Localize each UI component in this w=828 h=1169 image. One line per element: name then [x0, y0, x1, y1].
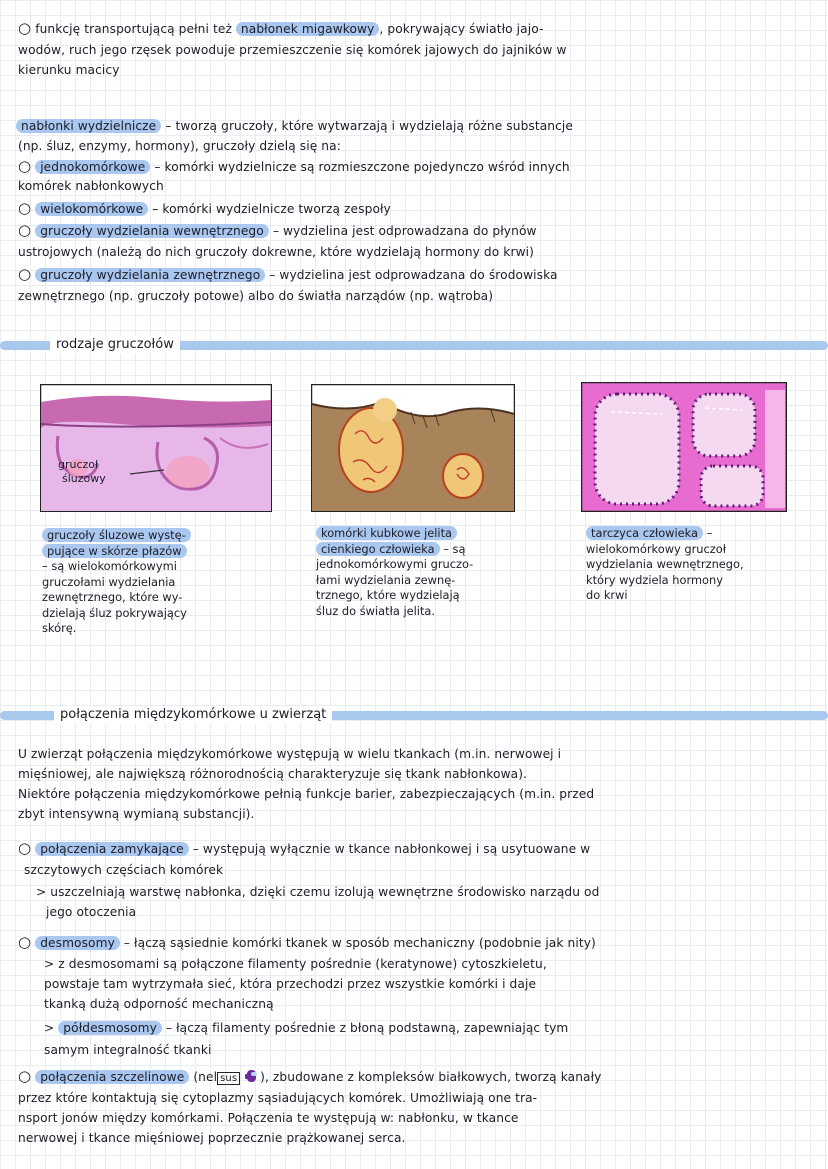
- highlight-hemidesmosomes: półdesmosomy: [58, 1021, 162, 1035]
- goblet-cells-figure: [311, 384, 515, 512]
- caption-highlight: gruczoły śluzowe wystę-: [42, 528, 191, 542]
- crewmate-icon: [244, 1068, 260, 1084]
- mucous-gland-figure: [40, 384, 272, 512]
- highlight-unicellular: jednokomórkowe: [35, 160, 150, 174]
- fig1-label-line-1: gruczoł: [58, 458, 99, 471]
- highlight-multicellular: wielokomórkowe: [35, 202, 148, 216]
- tight-junction-line-3: > uszczelniają warstwę nabłonka, dzięki czemu izolują wewnętrzne środowisko narządu od: [36, 885, 600, 899]
- highlight-tight-junctions: połączenia zamykające: [35, 842, 189, 856]
- bullet-icon: ○: [18, 839, 32, 857]
- bullet-icon: ○: [18, 1067, 32, 1085]
- tight-junction-line-2: szczytowych częściach komórek: [24, 863, 224, 877]
- caption-goblet-cells: komórki kubkowe jelita cienkiego człowieka – są jednokomórkowymi gruczo- łami wydzielania zewnę- trznego, które wydzielają śluz do światła jelita.: [316, 526, 474, 618]
- glands-heading: rodzaje gruczołów: [50, 336, 180, 354]
- gap-junction-line-4: nerwowej i tkance mięśniowej poprzecznie prążkowanej serca.: [18, 1131, 406, 1145]
- junctions-para-1: U zwierząt połączenia międzykomórkowe występują w wielu tkankach (m.in. nerwowej i: [18, 747, 562, 761]
- secretory-line-6: ○ gruczoły wydzielania wewnętrznego – wydzielina jest odprowadzana do płynów: [18, 221, 537, 239]
- highlight-endocrine: gruczoły wydzielania wewnętrznego: [35, 224, 269, 238]
- highlight-exocrine: gruczoły wydzielania zewnętrznego: [35, 268, 265, 282]
- secretory-line-8: ○ gruczoły wydzielania zewnętrznego – wydzielina jest odprowadzana do środowiska: [18, 265, 558, 283]
- bullet-icon: ○: [18, 933, 32, 951]
- intro-line-2: wodów, ruch jego rzęsek powoduje przemieszczenie się komórek jajowych do jajników w: [18, 43, 567, 57]
- tight-junction-line-4: jego otoczenia: [46, 905, 137, 919]
- bullet-icon: ○: [18, 19, 32, 37]
- caption-highlight: tarczyca człowieka: [586, 526, 703, 540]
- intro-line-1: ○ funkcję transportującą pełni też nabłonek migawkowy , pokrywający światło jajo-: [18, 19, 544, 37]
- fig1-label-line-2: śluzowy: [62, 472, 106, 485]
- intro-line-3: kierunku macicy: [18, 63, 120, 77]
- highlight-ciliated-epithelium: nabłonek migawkowy: [236, 22, 380, 36]
- junctions-para-2: mięśniowej, ale największą różnorodnością charakteryzuje się tkank nabłonkowa).: [18, 767, 528, 781]
- gap-junction-line-1: ○ połączenia szczelinowe (nel sus ), zbudowane z kompleksów białkowych, tworzą kanały: [18, 1067, 602, 1085]
- secretory-line-4: komórek nabłonkowych: [18, 179, 164, 193]
- thyroid-figure: [581, 382, 787, 512]
- secretory-line-2: (np. śluz, enzymy, hormony), gruczoły dzielą się na:: [18, 139, 341, 153]
- junctions-para-3: Niektóre połączenia międzykomórkowe pełnią funkcje barier, zabezpieczających (m.in. przed: [18, 787, 595, 801]
- highlight-gap-junctions: połączenia szczelinowe: [35, 1070, 189, 1084]
- bullet-icon: ○: [18, 199, 32, 217]
- sus-box: sus: [217, 1072, 240, 1085]
- junctions-para-4: zbyt intensywną wymianą substancji).: [18, 807, 255, 821]
- secretory-line-9: zewnętrznego (np. gruczoły potowe) albo do światła narządów (np. wątroba): [18, 289, 494, 303]
- highlight-desmosomes: desmosomy: [35, 936, 120, 950]
- bullet-icon: ○: [18, 221, 32, 239]
- caption-thyroid: tarczyca człowieka – wielokomórkowy gruczoł wydzielania wewnętrznego, który wydziela hormony do krwi: [586, 526, 744, 602]
- hemidesmosome-line-2: samym integralność tkanki: [44, 1043, 212, 1057]
- caption-highlight: pujące w skórze płazów: [42, 544, 187, 558]
- secretory-line-1: nabłonki wydzielnicze – tworzą gruczoły, które wytwarzają i wydzielają różne substancje: [16, 118, 573, 134]
- tight-junction-line-1: ○ połączenia zamykające – występują wyłącznie w tkance nabłonkowej i są usytuowane w: [18, 839, 591, 857]
- caption-mucous-glands: gruczoły śluzowe wystę- pujące w skórze płazów – są wielokomórkowymi gruczołami wydzielania zewnętrznego, które wy- dzielają śluz pokrywający skórę.: [42, 528, 191, 637]
- secretory-line-7: ustrojowych (należą do nich gruczoły dokrewne, które wydzielają hormony do krwi): [18, 245, 534, 259]
- caption-highlight: komórki kubkowe jelita: [316, 526, 457, 540]
- desmosome-line-3: powstaje tam wytrzymała sieć, która przechodzi przez wszystkie komórki i daje: [44, 977, 537, 991]
- hemidesmosome-line-1: > półdesmosomy – łączą filamenty pośrednie z błoną podstawną, zapewniając tym: [44, 1021, 569, 1035]
- desmosome-line-2: > z desmosomami są połączone filamenty pośrednie (keratynowe) cytoszkieletu,: [44, 957, 547, 971]
- gap-junction-line-2: przez które kontaktują się cytoplazmy sąsiadujących komórek. Umożliwiają one tra-: [18, 1091, 538, 1105]
- bullet-icon: ○: [18, 265, 32, 283]
- junctions-heading: połączenia międzykomórkowe u zwierząt: [54, 706, 332, 724]
- caption-highlight: cienkiego człowieka: [316, 542, 440, 556]
- gap-junction-line-3: nsport jonów między komórkami. Połączenia te występują w: nabłonku, w tkance: [18, 1111, 519, 1125]
- secretory-line-5: ○ wielokomórkowe – komórki wydzielnicze tworzą zespoły: [18, 199, 391, 217]
- secretory-line-3: ○ jednokomórkowe – komórki wydzielnicze są rozmieszczone pojedynczo wśród innych: [18, 157, 570, 175]
- bullet-icon: ○: [18, 157, 32, 175]
- desmosome-line-1: ○ desmosomy – łączą sąsiednie komórki tkanek w sposób mechaniczny (podobnie jak nity): [18, 933, 596, 951]
- highlight-secretory-epithelia: nabłonki wydzielnicze: [16, 119, 161, 133]
- desmosome-line-4: tkanką dużą odporność mechaniczną: [44, 997, 274, 1011]
